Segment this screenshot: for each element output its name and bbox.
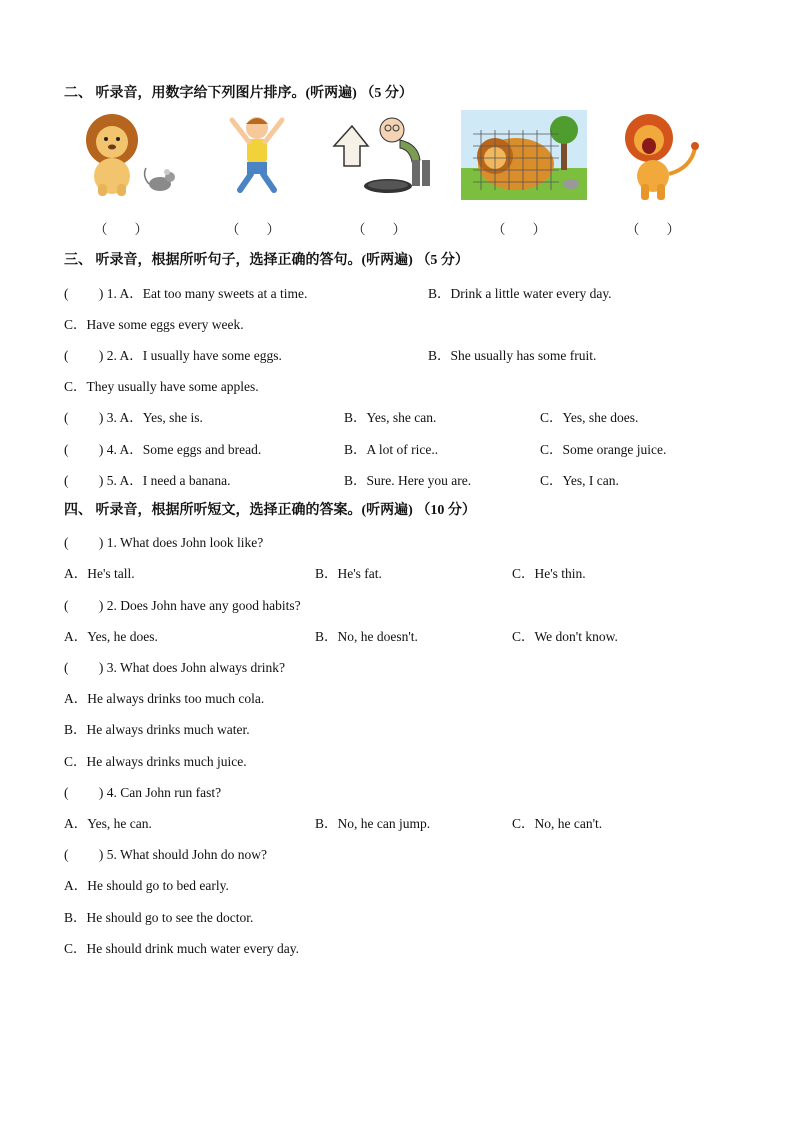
s4-q5-stem: ( ) 5. What should John do now? xyxy=(64,847,267,862)
s3-q1-option-a: ( ) 1. A．Eat too many sweets at a time. xyxy=(64,286,308,301)
picture-2-answer-blank[interactable]: （ ） xyxy=(226,222,280,237)
s4-q4-option-a: A．Yes, he can. xyxy=(64,816,152,831)
lion-in-net-picture xyxy=(461,110,587,200)
s3-q1-option-c: C．Have some eggs every week. xyxy=(64,317,244,332)
s4-q1-stem: ( ) 1. What does John look like? xyxy=(64,535,264,550)
jumping-boy-picture xyxy=(222,110,292,198)
s4-q4-stem: ( ) 4. Can John run fast? xyxy=(64,785,222,800)
s4-q2-stem: ( ) 2. Does John have any good habits? xyxy=(64,598,301,613)
section-3-heading: 三、 听录音，根据所听句子，选择正确的答句。(听两遍) （5 分） xyxy=(64,253,469,268)
s4-q1-option-a: A．He's tall. xyxy=(64,566,135,581)
picture-1-answer-blank[interactable]: （ ） xyxy=(94,222,148,237)
s3-q4-option-c: C．Some orange juice. xyxy=(540,442,667,457)
picture-3-answer-blank[interactable]: （ ） xyxy=(352,222,406,237)
picture-5-answer-blank[interactable]: （ ） xyxy=(626,222,680,237)
s3-q2-option-c: C．They usually have some apples. xyxy=(64,379,259,394)
s4-q2-option-b: B．No, he doesn't. xyxy=(315,629,418,644)
section-2-heading: 二、 听录音，用数字给下列图片排序。(听两遍) （5 分） xyxy=(64,86,413,101)
lion-and-mouse-picture xyxy=(72,110,184,198)
s4-q3-option-b: B．He always drinks much water. xyxy=(64,722,250,737)
s4-q1-option-b: B．He's fat. xyxy=(315,566,382,581)
s4-q1-option-c: C．He's thin. xyxy=(512,566,586,581)
s3-q5-option-a: ( ) 5. A．I need a banana. xyxy=(64,473,231,488)
s4-q2-option-a: A．Yes, he does. xyxy=(64,629,158,644)
section-4-heading: 四、 听录音，根据所听短文，选择正确的答案。(听两遍) （10 分） xyxy=(64,503,476,518)
s4-q3-stem: ( ) 3. What does John always drink? xyxy=(64,660,285,675)
s4-q4-option-b: B．No, he can jump. xyxy=(315,816,431,831)
s4-q2-option-c: C．We don't know. xyxy=(512,629,618,644)
picture-4-answer-blank[interactable]: （ ） xyxy=(492,222,546,237)
s4-q5-option-b: B．He should go to see the doctor. xyxy=(64,910,254,925)
s3-q3-option-b: B．Yes, she can. xyxy=(344,410,437,425)
roaring-lion-picture xyxy=(615,110,705,202)
s3-q4-option-b: B．A lot of rice.. xyxy=(344,442,439,457)
s4-q4-option-c: C．No, he can't. xyxy=(512,816,603,831)
s3-q1-option-b: B．Drink a little water every day. xyxy=(428,286,612,301)
s3-q4-option-a: ( ) 4. A．Some eggs and bread. xyxy=(64,442,262,457)
s4-q5-option-a: A．He should go to bed early. xyxy=(64,878,229,893)
s4-q3-option-c: C．He always drinks much juice. xyxy=(64,754,247,769)
s3-q3-option-c: C．Yes, she does. xyxy=(540,410,639,425)
man-and-hole-picture xyxy=(330,110,442,198)
s3-q2-option-a: ( ) 2. A．I usually have some eggs. xyxy=(64,348,282,363)
s3-q5-option-b: B．Sure. Here you are. xyxy=(344,473,472,488)
s4-q5-option-c: C．He should drink much water every day. xyxy=(64,941,299,956)
s3-q2-option-b: B．She usually has some fruit. xyxy=(428,348,597,363)
s3-q5-option-c: C．Yes, I can. xyxy=(540,473,619,488)
s4-q3-option-a: A．He always drinks too much cola. xyxy=(64,691,265,706)
s3-q3-option-a: ( ) 3. A．Yes, she is. xyxy=(64,410,203,425)
